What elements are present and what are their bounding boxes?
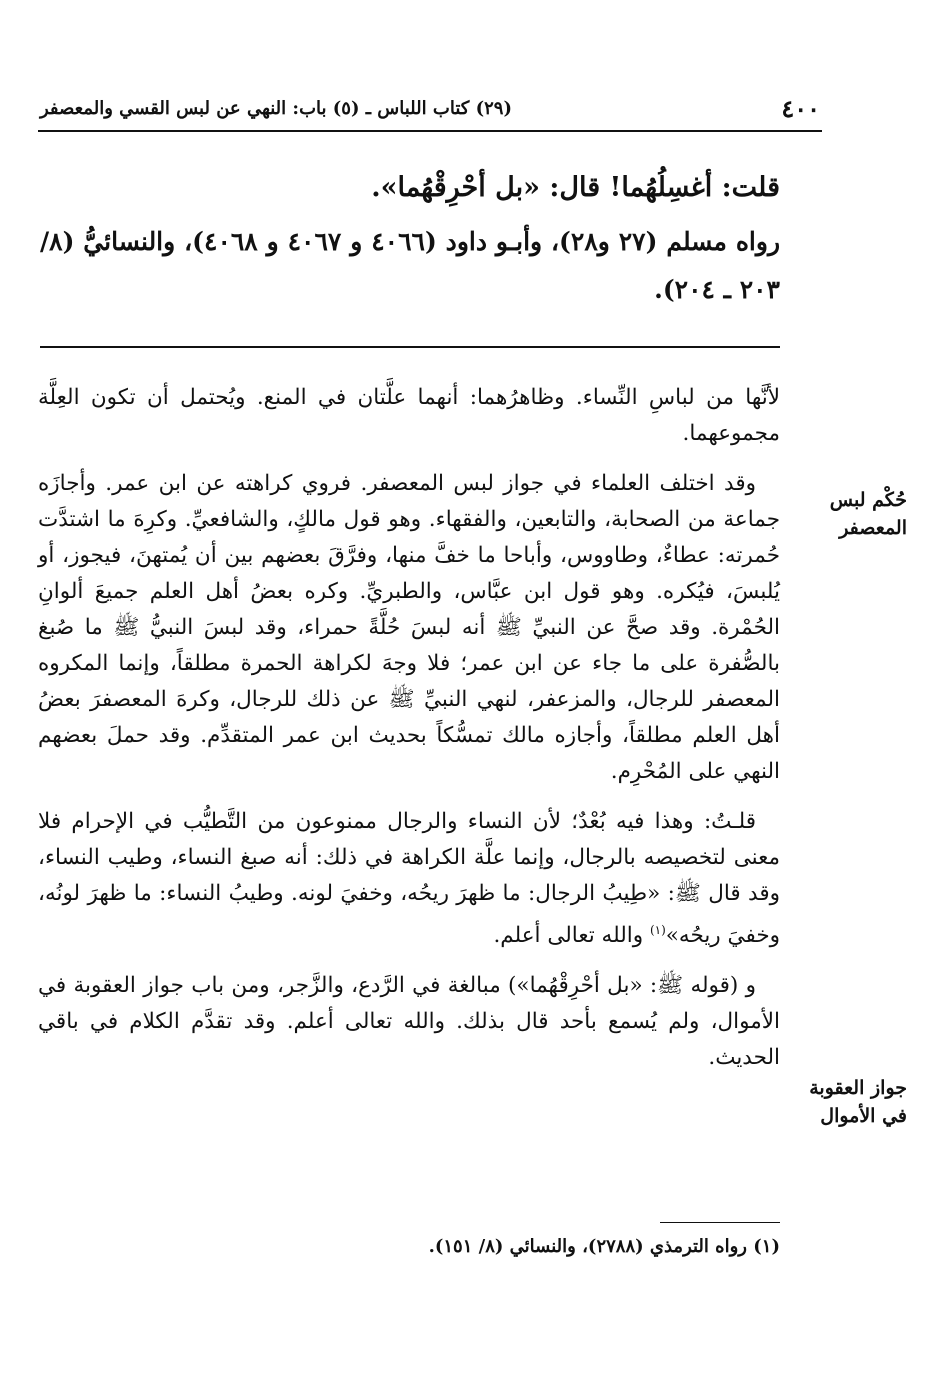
commentary-paragraph-3 (38, 804, 780, 954)
commentary-paragraph-4: و (قوله ﷺ: «بل أحْرِقْهُما») مبالغة في الرَّدع، والزَّجر، ومن باب جواز العقوبة في الأموال، ولم يُسمع بأحد قال بذلك. والله تعالى أعلم. وقد تقدَّم الكلام في باقي الحديث. (38, 973, 780, 1071)
commentary-paragraph-3-text: قلـتُ: وهذا فيه بُعْدٌ؛ لأن النساء والرجال ممنوعون من التَّطيُّب في الإحرام فلا معنى لتخصيصه بالرجال، وإنما علَّة الكراهة في ذلك: أنه صبغ النساء، وطيب النساء، وقد قال ﷺ: «طِيبُ الرجال: ما ظهرَ ريحُه، وخفيَ لونه. وطيبُ النساء: ما ظهرَ لونُه، وخفيَ ريحُه» (38, 809, 780, 949)
commentary (38, 380, 780, 1090)
footnote: (١) رواه الترمذي (٢٧٨٨)، والنسائي (٨/ ١٥١). (428, 1236, 780, 1257)
hadith-source: رواه مسلم (٢٧ و٢٨)، وأبـو داود (٤٠٦٦ و ٤٠٦٧ و ٤٠٦٨)، والنسائيُّ (٨/ ٢٠٣ ـ ٢٠٤). (40, 227, 781, 304)
page-header (40, 94, 820, 130)
footnote-marker[interactable]: (١) (649, 923, 666, 937)
page-number: ٤٠٠ (781, 94, 820, 123)
hadith-text (40, 164, 780, 314)
header-rule (38, 130, 822, 132)
running-title: (٢٩) كتاب اللباس ـ (٥) باب: النهي عن لبس القسي والمعصفر (40, 98, 512, 119)
margin-note-financial-penalty: جواز العقوبة في الأموال (809, 1077, 907, 1127)
commentary-paragraph-1: لأنَّها من لباسِ النِّساء. وظاهرُهما: أنهما علَّتان في المنع. ويُحتمل أن تكون العِلَّة مجموعهما. (38, 385, 780, 446)
margin-note-saffron-ruling: حُكْم لبس المعصفر (829, 489, 907, 539)
commentary-paragraph-3-end: والله تعالى أعلم. (493, 923, 650, 949)
commentary-paragraph-2: وقد اختلف العلماء في جواز لبس المعصفر. فروي كراهته عن ابن عمر. وأجازَه جماعة من الصحابة، والتابعين، والفقهاء. وهو قول مالكٍ، والشافعيِّ. وكرِهَ ما اشتدَّت حُمرته: عطاءٌ، وطاووس، وأباحا ما خفَّ منها، وفرَّقَ بعضهم بين أن يُمتهنَ، فيجوز، أو يُلبسَ، فيُكره. وهو قول ابن عبَّاس، والطبريِّ. وكره بعضُ أهل العلم جميعَ ألوانِ الحُمْرة. وقد صحَّ عن النبيِّ ﷺ أنه لبسَ حُلَّةً حمراء، وقد لبسَ النبيُّ ﷺ ما صُبغ بالصُّفرة على ما جاء عن ابن عمر؛ فلا وجهَ لكراهة الحمرة مطلقاً، وإنما المكروه المعصفر للرجال، والمزعفر، لنهي النبيِّ ﷺ عن ذلك للرجال، وكرهَ المعصفرَ بعضُ أهل العلم مطلقاً، وأجازه مالك تمسُّكاً بحديث ابن عمر المتقدِّم. وقد حملَ بعضهم النهي على المُحْرِم. (38, 471, 780, 784)
footnote-rule (660, 1222, 780, 1223)
hadith-line: قلت: أغسِلُهُما! قال: «بل أحْرِقْهُما». (371, 172, 780, 203)
section-divider (40, 346, 780, 348)
